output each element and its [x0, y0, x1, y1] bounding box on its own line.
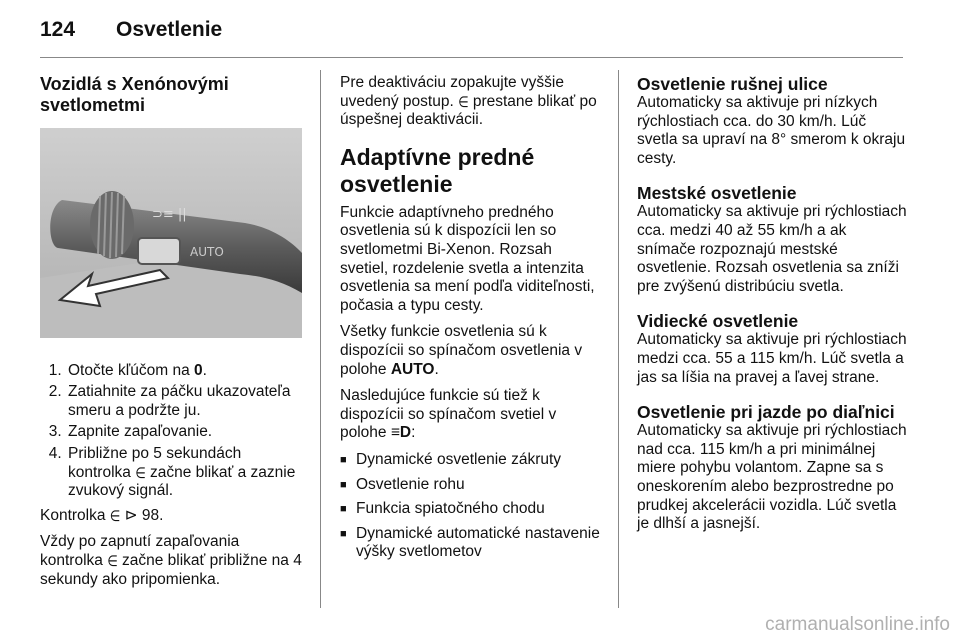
xenon-steps-list [40, 362, 306, 501]
watermark: carmanualsonline.info [765, 614, 950, 635]
step-2: 2. Zatiahnite za páčku ukazovateľa smeru a podržte ju. [66, 383, 306, 420]
column-1 [40, 74, 306, 597]
svg-text:AUTO: AUTO [190, 245, 224, 259]
adaptive-headlight-warning-icon: ∈ [458, 92, 469, 111]
column-2 [340, 74, 604, 568]
subsection-title: Osvetlenie rušnej ulice [637, 74, 828, 94]
subsection-text: Automaticky sa aktivuje pri rýchlostiach nad cca. 115 km/h a pri minimálnej miere pohybu volantom. Zapne sa s oneskorením alebo bezprostredne po prudkej akcelerácii vozidla. Lúč svetla je dlhší a jasnejší. [637, 422, 907, 533]
auto-paragraph: Všetky funkcie osvetlenia sú k dispozícii so spínačom osvetlenia v polohe AUTO. [340, 323, 583, 378]
key-position-0: 0 [194, 361, 203, 379]
afl-description: Funkcie adaptívneho predného osvetlenia sú k dispozícii len so svetlometmi Bi-Xenon. Rozsah svetiel, rozdelenie svetla a intenzita osvetlenia sa mení podľa viditeľnosti, počasia a typu cesty. [340, 203, 595, 314]
page-reference-arrow-icon[interactable]: ⊳ [124, 506, 138, 524]
subsection-title: Osvetlenie pri jazde po diaľnici [637, 402, 895, 423]
turn-signal-lever-photo [40, 128, 302, 338]
subsection-title: Vidiecké osvetlenie [637, 311, 799, 332]
header-rule [40, 57, 903, 58]
section-busy-street [637, 74, 907, 168]
list-item: ■ Dynamické automatické nastavenie výšky svetlometov [340, 525, 604, 562]
step-1: 1. Otočte kľúčom na 0. [66, 362, 306, 381]
list-item: ■ Dynamické osvetlenie zákruty [340, 451, 604, 470]
list-item: ■ Funkcia spiatočného chodu [340, 500, 604, 519]
adaptive-headlight-warning-icon: ∈ [107, 552, 118, 570]
section-title: Osvetlenie [116, 18, 223, 41]
svg-text:⊃≡ ||: ⊃≡ || [152, 207, 187, 222]
adaptive-headlight-warning-icon: ∈ [109, 506, 121, 525]
xenon-heading: Vozidlá s Xenónovými svetlometmi [40, 74, 229, 115]
section-motorway [637, 402, 907, 534]
kontrolka-ref: Kontrolka ∈ ⊳ 98. [40, 507, 306, 526]
light-switch-position-icon: ≡D [390, 424, 412, 442]
switch-paragraph: Nasledujúce funkcie sú tiež k dispozícii so spínačom svetiel v polohe ≡D: [340, 387, 557, 442]
adaptive-headlight-warning-icon: ∈ [135, 463, 146, 482]
afl-heading: Adaptívne predné osvetlenie [340, 143, 535, 197]
subsection-title: Mestské osvetlenie [637, 183, 797, 204]
subsection-text: Automaticky sa aktivuje pri rýchlostiach cca. medzi 40 až 55 km/h a ak snímače rozpoznajú mestské osvetlenie. Rozsah osvetlenia sa zníži pre zvýšenú distribúciu svetla. [637, 203, 907, 295]
deactivation-paragraph: Pre deaktiváciu zopakujte vyššie uvedený postup. ∈ prestane blikať po úspešnej deaktivácii. [340, 74, 597, 129]
page-number: 124 [40, 18, 76, 41]
section-city [637, 183, 907, 296]
subsection-text: Automaticky sa aktivuje pri rýchlostiach medzi cca. 55 a 115 km/h. Lúč svetla a jas sa líšia na pravej a ľavej strane. [637, 331, 907, 386]
step-4: 4. Približne po 5 sekundách kontrolka ∈ začne blikať a zaznie zvukový signál. [66, 445, 306, 501]
subsection-text: Automaticky sa aktivuje pri nízkych rýchlostiach cca. do 30 km/h. Lúč svetla sa upraví na 8° smerom k okraju cesty. [637, 94, 906, 167]
column-divider-1 [320, 70, 321, 608]
column-divider-2 [618, 70, 619, 608]
column-3 [637, 74, 907, 549]
list-item: ■ Osvetlenie rohu [340, 476, 604, 495]
auto-position: AUTO [390, 360, 435, 378]
step-3: 3. Zapnite zapaľovanie. [66, 423, 306, 442]
section-country [637, 311, 907, 387]
afl-features-list [340, 451, 604, 562]
reminder-paragraph: Vždy po zapnutí zapaľovania kontrolka ∈ začne blikať približne na 4 sekundy ako pripomienka. [40, 533, 302, 588]
